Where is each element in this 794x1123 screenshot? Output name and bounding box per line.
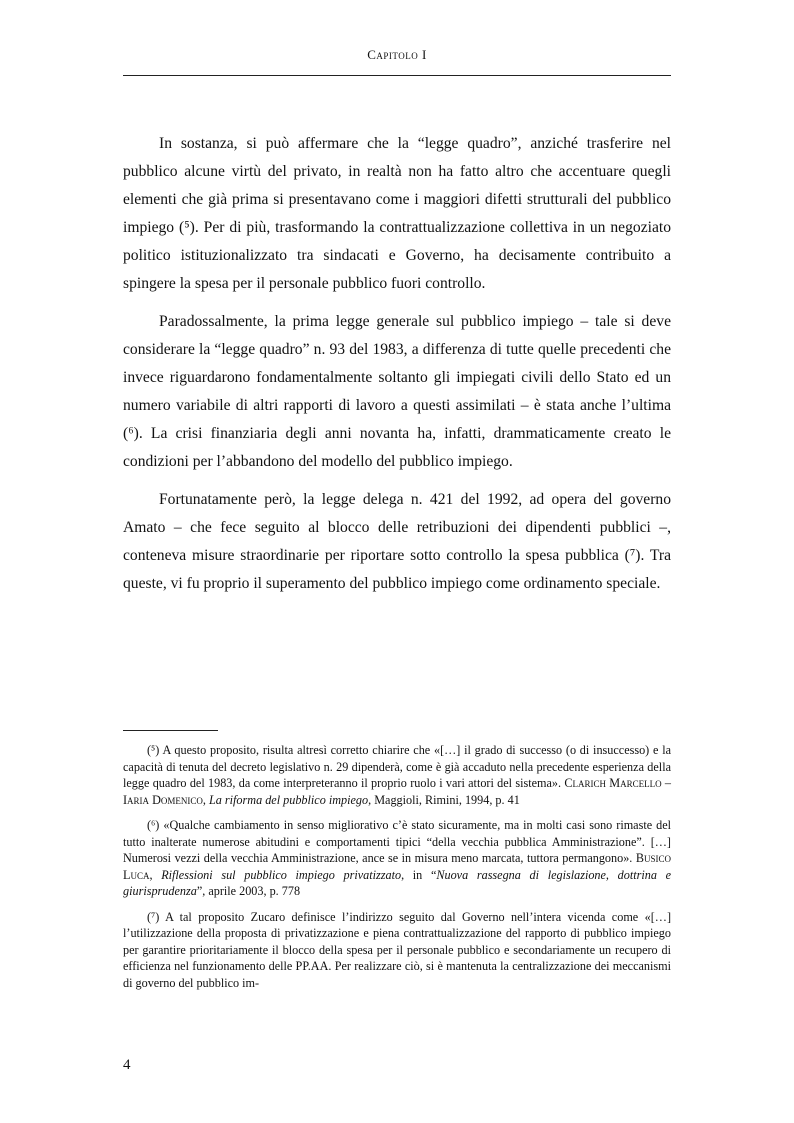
footnote-text: A questo proposito, risulta altresì corretto chiarire che «[…] il grado di successo (o di insuccesso) e la capacità di tenuta del decreto legislativo n. 29 dipenderà, come è già accaduto nella precedente esperienza della legge quadro del 1983, da come interpreteranno il proprio ruolo i vari attori del sistema». — [123, 743, 671, 790]
footnote-marker: (⁶) — [147, 818, 160, 832]
footnote-text: A tal proposito Zucaro definisce l’indirizzo seguito dal Governo nell’intera vicenda come «[…] l’utilizzazione della proposta di privatizzazione e piena contrattualizzazione del rapporto di pubblico impiego per garantire prioritariamente il blocco della spesa per il personale pubblico e secondariamente un recupero di efficienza nel funzionamento delle PP.AA. Per realizzare ciò, si è mantenuta la centralizzazione dei meccanismi di governo del pubblico im- — [123, 909, 671, 990]
main-text — [123, 130, 671, 608]
footnote-separator — [123, 730, 218, 731]
footnote-text: «Qualche cambiamento in senso migliorativo c’è stato sicuramente, ma in molti casi sono rimaste del tutto inalterate numerose abitudini e comportamenti tipici “della vecchia pubblica Amministrazione”. […] Numerosi vezzi della vecchia Amministrazione, ance se in misura meno marcata, tuttora permangono». — [123, 818, 672, 865]
footnote-citation-mid: , in “ — [401, 867, 437, 882]
footnote-5: (⁵) A questo proposito, risulta altresì corretto chiarire che «[…] il grado di successo (o di insuccesso) e la capacità di tenuta del decreto legislativo n. 29 dipenderà, come è già accaduto nella precedente esperienza della legge quadro del 1983, da come interpreteranno il proprio ruolo i vari attori del sistema». Clarich Marcello – Iaria Domenico, La riforma del pubblico impiego, Maggioli, Rimini, 1994, p. 41 — [123, 743, 671, 807]
footnote-authors: Clarich Marcello – Iaria Domenico — [123, 776, 671, 807]
footnote-journal-title: Nuova rassegna di legislazione, dottrina e giurisprudenza — [123, 867, 672, 898]
paragraph-2: Paradossalmente, la prima legge generale sul pubblico impiego – tale si deve considerare la “legge quadro” n. 93 del 1983, a differenza di tutte quelle precedenti che invece riguardarono fondamentalmente soltanto gli impiegati civili dello Stato ed un numero variabile di altri rapporti di lavoro a questi assimilati – è stata anche l’ultima (⁶). La crisi finanziaria degli anni novanta ha, infatti, drammaticamente creato le condizioni per l’abbandono del modello del pubblico impiego. — [123, 313, 671, 470]
footnote-6: (⁶) «Qualche cambiamento in senso migliorativo c’è stato sicuramente, ma in molti casi sono rimaste del tutto inalterate numerose abitudini e comportamenti tipici “della vecchia pubblica Amministrazione”. […] Numerosi vezzi della vecchia Amministrazione, ance se in misura meno marcata, tuttora permangono». Busico Luca, Riflessioni sul pubblico impiego privatizzato, in “Nuova rassegna di legislazione, dottrina e giurisprudenza”, aprile 2003, p. 778 — [123, 818, 672, 898]
footnote-marker: (⁵) — [147, 743, 160, 757]
paragraph-1: In sostanza, si può affermare che la “legge quadro”, anziché trasferire nel pubblico alcune virtù del privato, in realtà non ha fatto altro che accentuare quegli elementi che già prima si presentavano come i maggiori difetti strutturali del pubblico impiego (⁵). Per di più, trasformando la contrattualizzazione collettiva in un negoziato politico istituzionalizzato tra sindacati e Governo, ha decisamente contribuito a spingere la spesa per il personale pubblico fuori controllo. — [123, 135, 671, 292]
paragraph-3: Fortunatamente però, la legge delega n. 421 del 1992, ad opera del governo Amato – che fece seguito al blocco delle retribuzioni dei dipendenti pubblici –, conteneva misure straordinarie per riportare sotto controllo la spesa pubblica (⁷). Tra queste, vi fu proprio il superamento del pubblico impiego come ordinamento speciale. — [123, 491, 671, 592]
footnote-citation-tail: ”, aprile 2003, p. 778 — [196, 884, 301, 898]
footnotes — [123, 742, 671, 1000]
footnote-citation-tail: , Maggioli, Rimini, 1994, p. 41 — [368, 792, 520, 807]
footnote-7 — [123, 909, 671, 992]
footnote-marker: (⁷) — [147, 909, 160, 924]
footnote-authors: Busico Luca — [123, 851, 672, 882]
chapter-title: Capitolo I — [367, 47, 427, 62]
footnote-article-title: Riflessioni sul pubblico impiego privatizzato — [161, 867, 402, 882]
running-header — [0, 47, 794, 63]
footnote-book-title: La riforma del pubblico impiego — [209, 792, 369, 807]
header-rule — [123, 75, 671, 76]
page-number: 4 — [123, 1057, 131, 1073]
